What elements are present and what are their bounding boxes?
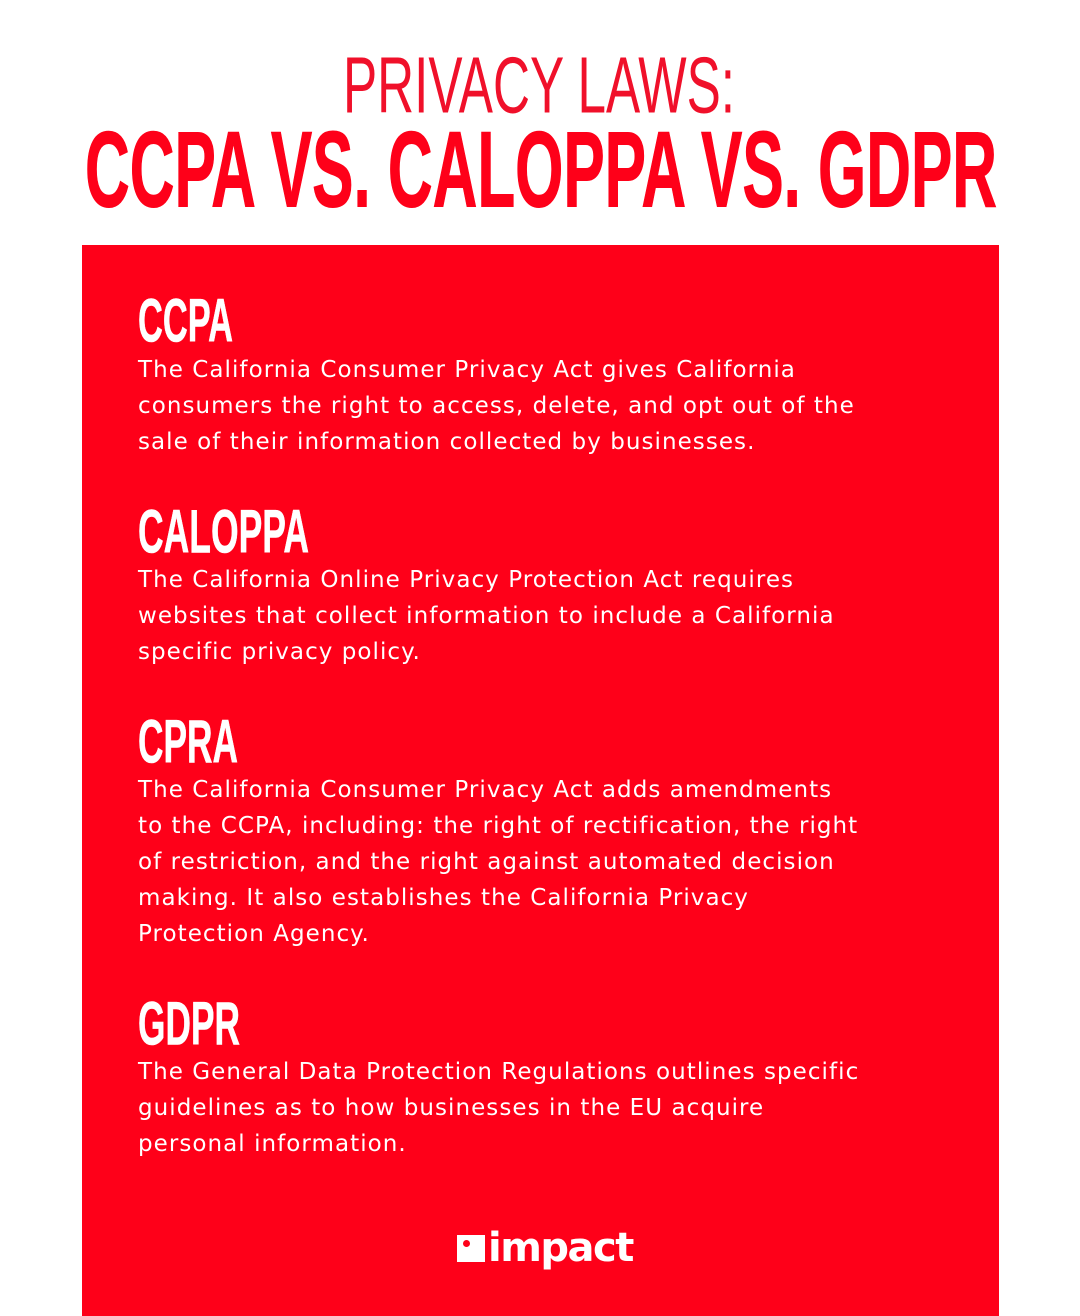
section-heading-caloppa: CALOPPA <box>138 496 309 566</box>
section-body-ccpa <box>138 352 855 460</box>
section-body-cpra <box>138 772 858 952</box>
page-title: CCPA VS. CALOPPA VS. GDPR <box>85 108 997 230</box>
page-subtitle: PRIVACY LAWS: <box>343 39 735 130</box>
body-line: making. It also establishes the California Privacy <box>138 885 749 911</box>
body-line: sale of their information collected by businesses. <box>138 429 756 455</box>
body-line: personal information. <box>138 1131 407 1157</box>
logo-dot <box>463 1240 470 1247</box>
body-line: The California Consumer Privacy Act gives California <box>138 357 796 383</box>
impact-square-dot-icon <box>457 1235 485 1262</box>
impact-logo <box>457 1225 633 1271</box>
body-line: specific privacy policy. <box>138 639 421 665</box>
section-body-gdpr <box>138 1054 859 1162</box>
section-body-caloppa <box>138 562 835 670</box>
section-heading-cpra: CPRA <box>138 706 238 776</box>
body-line: websites that collect information to include a California <box>138 603 835 629</box>
body-line: The California Consumer Privacy Act adds amendments <box>138 777 833 803</box>
logo-wordmark: impact <box>488 1225 633 1271</box>
body-line: The General Data Protection Regulations outlines specific <box>138 1059 860 1085</box>
body-line: The California Online Privacy Protection Act requires <box>138 567 795 593</box>
section-heading-gdpr: GDPR <box>138 988 240 1058</box>
body-line: to the CCPA, including: the right of rectification, the right <box>138 813 859 839</box>
body-line: Protection Agency. <box>138 921 370 947</box>
section-heading-ccpa: CCPA <box>138 285 233 355</box>
body-line: of restriction, and the right against automated decision <box>138 849 835 875</box>
body-line: guidelines as to how businesses in the EU acquire <box>138 1095 765 1121</box>
body-line: consumers the right to access, delete, and opt out of the <box>138 393 855 419</box>
